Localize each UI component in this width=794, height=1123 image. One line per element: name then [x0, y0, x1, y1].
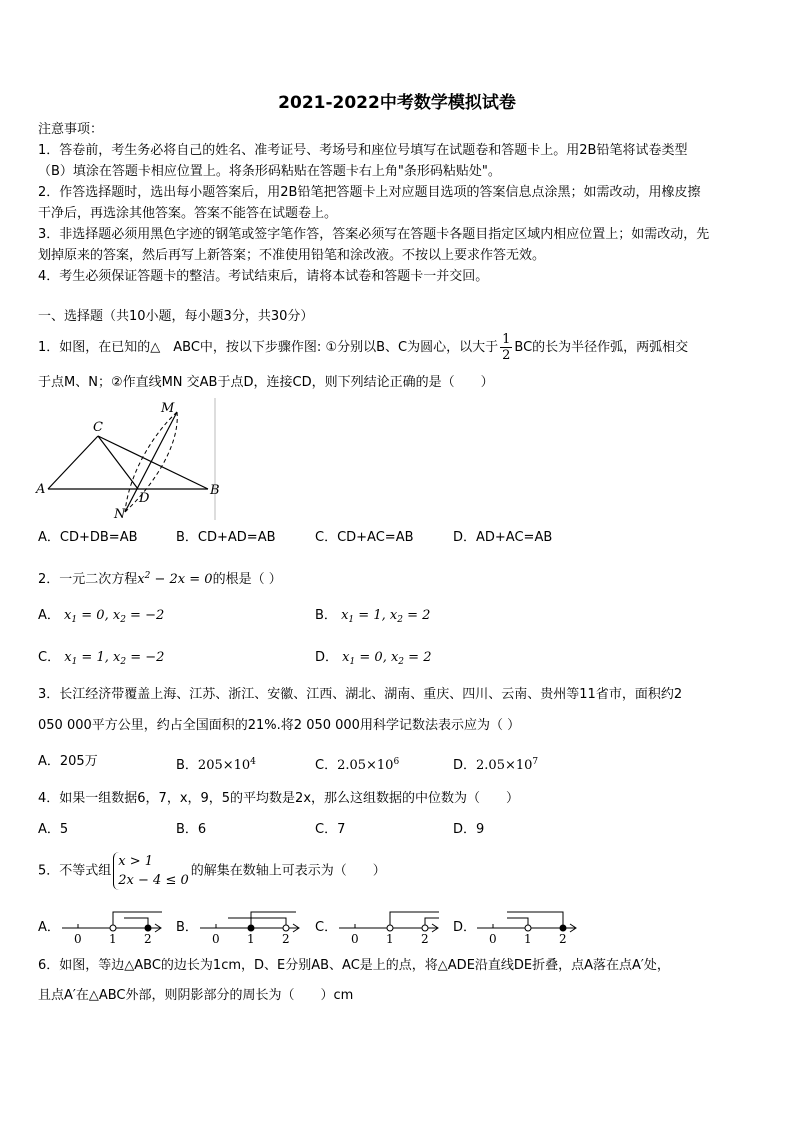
option-a-label: A．: [38, 920, 60, 935]
number-line-d: [473, 906, 581, 946]
question-4: 4．如果一组数据6，7，x，9，5的平均数是2x，那么这组数据的中位数为（ ）: [38, 791, 520, 806]
tick-2: 2: [559, 932, 567, 946]
notice-heading: 注意事项：: [38, 122, 104, 137]
tick-2: 2: [144, 932, 152, 946]
option-c: C．CD+AC=AB: [315, 530, 414, 545]
tick-1: 1: [247, 932, 255, 946]
option-b: B．6: [176, 822, 207, 837]
label-b: B: [210, 483, 220, 498]
label-d: D: [139, 491, 150, 506]
triangle-figure: [34, 398, 224, 520]
notice-line: 3．非选择题必须用黑色字迹的钢笔或签字笔作答，答案必须写在答题卡各题目指定区域内相应位置上；如需改动，先: [38, 227, 710, 242]
option-a: A．CD+DB=AB: [38, 530, 138, 545]
option-c: C． $x_1 = 1$, $x_2 = -2$: [38, 650, 165, 667]
tick-1: 1: [109, 932, 117, 946]
tick-0: 0: [489, 932, 497, 946]
notice-line: 干净后，再选涂其他答案。答案不能答在试题卷上。: [38, 206, 338, 221]
notice-line: （B）填涂在答题卡相应位置上。将条形码粘贴在答题卡右上角"条形码粘贴处"。: [38, 164, 501, 179]
question-1-line2: 于点M、N；②作直线MN 交AB于点D，连接CD，则下列结论正确的是（ ）: [38, 375, 494, 390]
tick-2: 2: [282, 932, 290, 946]
question-6-line2: 且点A′在△ABC外部，则阴影部分的周长为（ ）cm: [38, 988, 354, 1003]
notice-line: 1．答卷前，考生务必将自己的姓名、准考证号、考场号和座位号填写在试题卷和答题卡上。用2B铅笔将试卷类型: [38, 143, 688, 158]
tick-0: 0: [351, 932, 359, 946]
option-d: D．$2.05\times 10^7$: [453, 757, 539, 773]
notice-line: 2．作答选择题时，选出每小题答案后，用2B铅笔把答题卡上对应题目选项的答案信息点涂黑；如需改动，用橡皮擦: [38, 185, 701, 200]
notice-line: 划掉原来的答案，然后再写上新答案；不准使用铅笔和涂改液。不按以上要求作答无效。: [38, 248, 546, 263]
option-c: C．7: [315, 822, 346, 837]
question-2: 2．一元二次方程$x^2 - 2x = 0$的根是（ ）: [38, 571, 282, 587]
fraction: $\frac{1}{2}$: [502, 332, 511, 363]
option-b: B．CD+AD=AB: [176, 530, 276, 545]
question-5: 5．不等式组 x > 1 2x − 4 ≤ 0 的解集在数轴上可表示为（ ）: [38, 854, 386, 888]
tick-1: 1: [524, 932, 532, 946]
question-3-line1: 3．长江经济带覆盖上海、江苏、浙江、安徽、江西、湖北、湖南、重庆、四川、云南、贵州等11省市，面积约2: [38, 687, 683, 702]
tick-1: 1: [386, 932, 394, 946]
option-a: A．5: [38, 822, 69, 837]
tick-0: 0: [74, 932, 82, 946]
label-n: N: [114, 507, 126, 520]
label-a: A: [36, 482, 46, 497]
option-d: D．9: [453, 822, 485, 837]
page-title: 2021-2022中考数学模拟试卷: [278, 93, 516, 113]
option-a: A． $x_1 = 0$, $x_2 = -2$: [38, 608, 165, 625]
section-heading: 一、选择题（共10小题，每小题3分，共30分）: [38, 309, 314, 324]
tick-0: 0: [212, 932, 220, 946]
label-c: C: [93, 420, 103, 435]
number-line-b: [196, 906, 304, 946]
question-1-line1: 1．如图，在已知的△ ABC中，按以下步骤作图: ①分别以B、C为圆心，以大于 $\frac{1}{2}$ BC的长为半径作弧，两弧相交: [38, 332, 689, 363]
number-line-a: [58, 906, 166, 946]
option-d: D． $x_1 = 0$, $x_2 = 2$: [315, 650, 432, 667]
label-m: M: [161, 401, 175, 416]
option-a: A．205万: [38, 754, 98, 769]
option-d: D．AD+AC=AB: [453, 530, 553, 545]
question-6-line1: 6．如图，等边△ABC的边长为1cm，D、E分别AB、AC是上的点，将△ADE沿直线DE折叠，点A落在点A′处，: [38, 958, 670, 973]
option-d-label: D．: [453, 920, 477, 935]
option-c: C．$2.05\times 10^6$: [315, 757, 400, 773]
notice-line: 4．考生必须保证答题卡的整洁。考试结束后，请将本试卷和答题卡一并交回。: [38, 269, 489, 284]
number-line-c: [335, 906, 443, 946]
option-b: B． $x_1 = 1$, $x_2 = 2$: [315, 608, 431, 625]
option-c-label: C．: [315, 920, 338, 935]
inequality-system: x > 1 2x − 4 ≤ 0: [113, 852, 188, 890]
option-b-label: B．: [176, 920, 198, 935]
tick-2: 2: [421, 932, 429, 946]
option-b: B．$205\times 10^4$: [176, 757, 256, 773]
question-3-line2: 050 000平方公里，约占全国面积的21%.将2 050 000用科学记数法表示应为（ ）: [38, 718, 521, 733]
